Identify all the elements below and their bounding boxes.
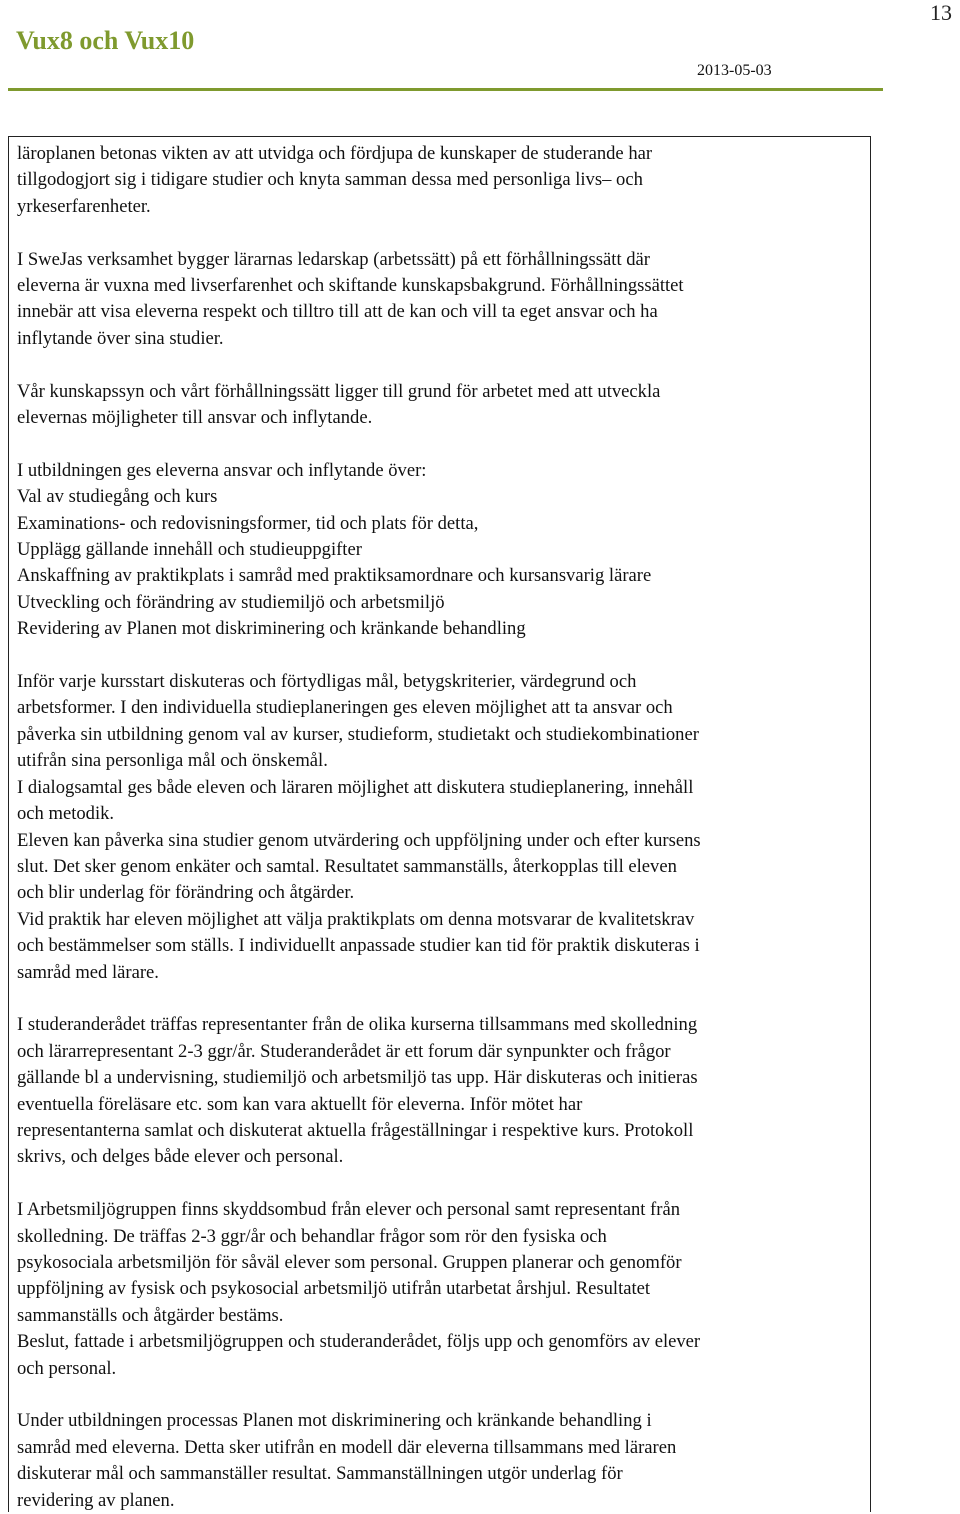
paragraph [17, 669, 860, 986]
text-line: innebär att visa eleverna respekt och tilltro till att de kan och vill ta eget ansvar och ha [17, 301, 658, 323]
text-line: Revidering av Planen mot diskriminering och kränkande behandling [17, 618, 526, 640]
text-line: inflytande över sina studier. [17, 327, 224, 349]
text-line: arbetsformer. I den individuella studieplaneringen ges eleven möjlighet att ta ansvar och [17, 697, 673, 719]
text-line: samråd med eleverna. Detta sker utifrån en modell där eleverna tillsammans med läraren [17, 1436, 677, 1458]
paragraph-gap [17, 1382, 860, 1408]
text-line: och blir underlag för förändring och åtgärder. [17, 882, 355, 904]
paragraph [17, 247, 860, 353]
paragraph-gap [17, 352, 860, 378]
text-line: representanterna samlat och diskuterat aktuella frågeställningar i respektive kurs. Protokoll [17, 1119, 694, 1141]
paragraph-gap [17, 986, 860, 1012]
text-line: revidering av planen. [17, 1489, 175, 1511]
text-line: och metodik. [17, 803, 115, 825]
text-line: Anskaffning av praktikplats i samråd med praktiksamordnare och kursansvarig lärare [17, 565, 652, 587]
text-line: Utveckling och förändring av studiemiljö och arbetsmiljö [17, 591, 445, 613]
document-date: 2013-05-03 [697, 62, 772, 79]
text-line: Val av studiegång och kurs [17, 486, 218, 508]
text-line: och personal. [17, 1357, 117, 1379]
paragraph-gap [17, 220, 860, 246]
paragraph-gap [17, 431, 860, 457]
text-line: I utbildningen ges eleverna ansvar och inflytande över: [17, 459, 427, 481]
paragraph [17, 141, 860, 220]
text-line: I SweJas verksamhet bygger lärarnas ledarskap (arbetssätt) på ett förhållningssätt där [17, 248, 650, 270]
text-line: samråd med lärare. [17, 961, 159, 983]
paragraph [17, 1408, 860, 1514]
paragraph-gap [17, 1171, 860, 1197]
text-line: Eleven kan påverka sina studier genom utvärdering och uppföljning under och efter kursens [17, 829, 701, 851]
text-line: skrivs, och delges både elever och personal. [17, 1146, 344, 1168]
text-line: uppföljning av fysisk och psykosocial arbetsmiljö utifrån utarbetat årshjul. Resultatet [17, 1278, 651, 1300]
content-box [8, 136, 871, 1512]
text-line: eventuella föreläsare etc. som kan vara aktuellt för eleverna. Inför mötet har [17, 1093, 583, 1115]
text-line: sammanställs och åtgärder bestäms. [17, 1304, 284, 1326]
text-line: psykosociala arbetsmiljön för såväl elever som personal. Gruppen planerar och genomför [17, 1251, 682, 1273]
text-line: utifrån sina personliga mål och önskemål. [17, 750, 328, 772]
text-line: Examinations- och redovisningsformer, tid och plats för detta, [17, 512, 479, 534]
paragraph [17, 1197, 860, 1382]
text-line: Under utbildningen processas Planen mot diskriminering och kränkande behandling i [17, 1410, 652, 1432]
text-line: läroplanen betonas vikten av att utvidga och fördjupa de kunskaper de studerande har [17, 143, 653, 164]
text-line: Inför varje kursstart diskuteras och förtydligas mål, betygskriterier, värdegrund och [17, 671, 637, 693]
text-line: Vid praktik har eleven möjlighet att välja praktikplats om denna motsvarar de kvalitetskrav [17, 908, 695, 930]
text-line: eleverna är vuxna med livserfarenhet och skiftande kunskapsbakgrund. Förhållningssättet [17, 275, 684, 297]
text-line: slut. Det sker genom enkäter och samtal. Resultatet sammanställs, återkopplas till eleven [17, 855, 677, 877]
text-line: diskuterar mål och sammanställer resultat. Sammanställningen utgör underlag för [17, 1463, 623, 1485]
document-title: Vux8 och Vux10 [16, 26, 195, 55]
paragraph-gap [17, 643, 860, 669]
header-divider [8, 88, 883, 91]
text-line: tillgodogjort sig i tidigare studier och knyta samman dessa med personliga livs– och [17, 169, 643, 191]
text-line: och lärarrepresentant 2-3 ggr/år. Studeranderådet är ett forum där synpunkter och frågor [17, 1040, 671, 1062]
text-line: Vår kunskapssyn och vårt förhållningssätt ligger till grund för arbetet med att utveckla [17, 380, 661, 402]
text-line: gällande bl a undervisning, studiemiljö och arbetsmiljö tas upp. Här diskuteras och initieras [17, 1067, 698, 1089]
text-line: elevernas möjligheter till ansvar och inflytande. [17, 407, 373, 429]
text-line: Upplägg gällande innehåll och studieuppgifter [17, 539, 362, 561]
paragraph [17, 379, 860, 432]
text-line: och bestämmelser som ställs. I individuellt anpassade studier kan tid för praktik diskuteras i [17, 935, 700, 957]
paragraph [17, 1012, 860, 1170]
text-line: I Arbetsmiljögruppen finns skyddsombud från elever och personal samt representant från [17, 1199, 680, 1221]
text-line: påverka sin utbildning genom val av kurser, studieform, studietakt och studiekombinationer [17, 723, 699, 745]
text-line: Beslut, fattade i arbetsmiljögruppen och studeranderådet, följs upp och genomförs av elever [17, 1331, 701, 1353]
text-line: skolledning. De träffas 2-3 ggr/år och behandlar frågor som rör den fysiska och [17, 1225, 607, 1247]
paragraph [17, 458, 860, 643]
text-line: I dialogsamtal ges både eleven och läraren möjlighet att diskutera studieplanering, innehåll [17, 776, 694, 798]
text-line: yrkeserfarenheter. [17, 195, 151, 217]
text-line: I studeranderådet träffas representanter från de olika kurserna tillsammans med skolledning [17, 1014, 698, 1036]
page-number: 13 [930, 0, 952, 25]
